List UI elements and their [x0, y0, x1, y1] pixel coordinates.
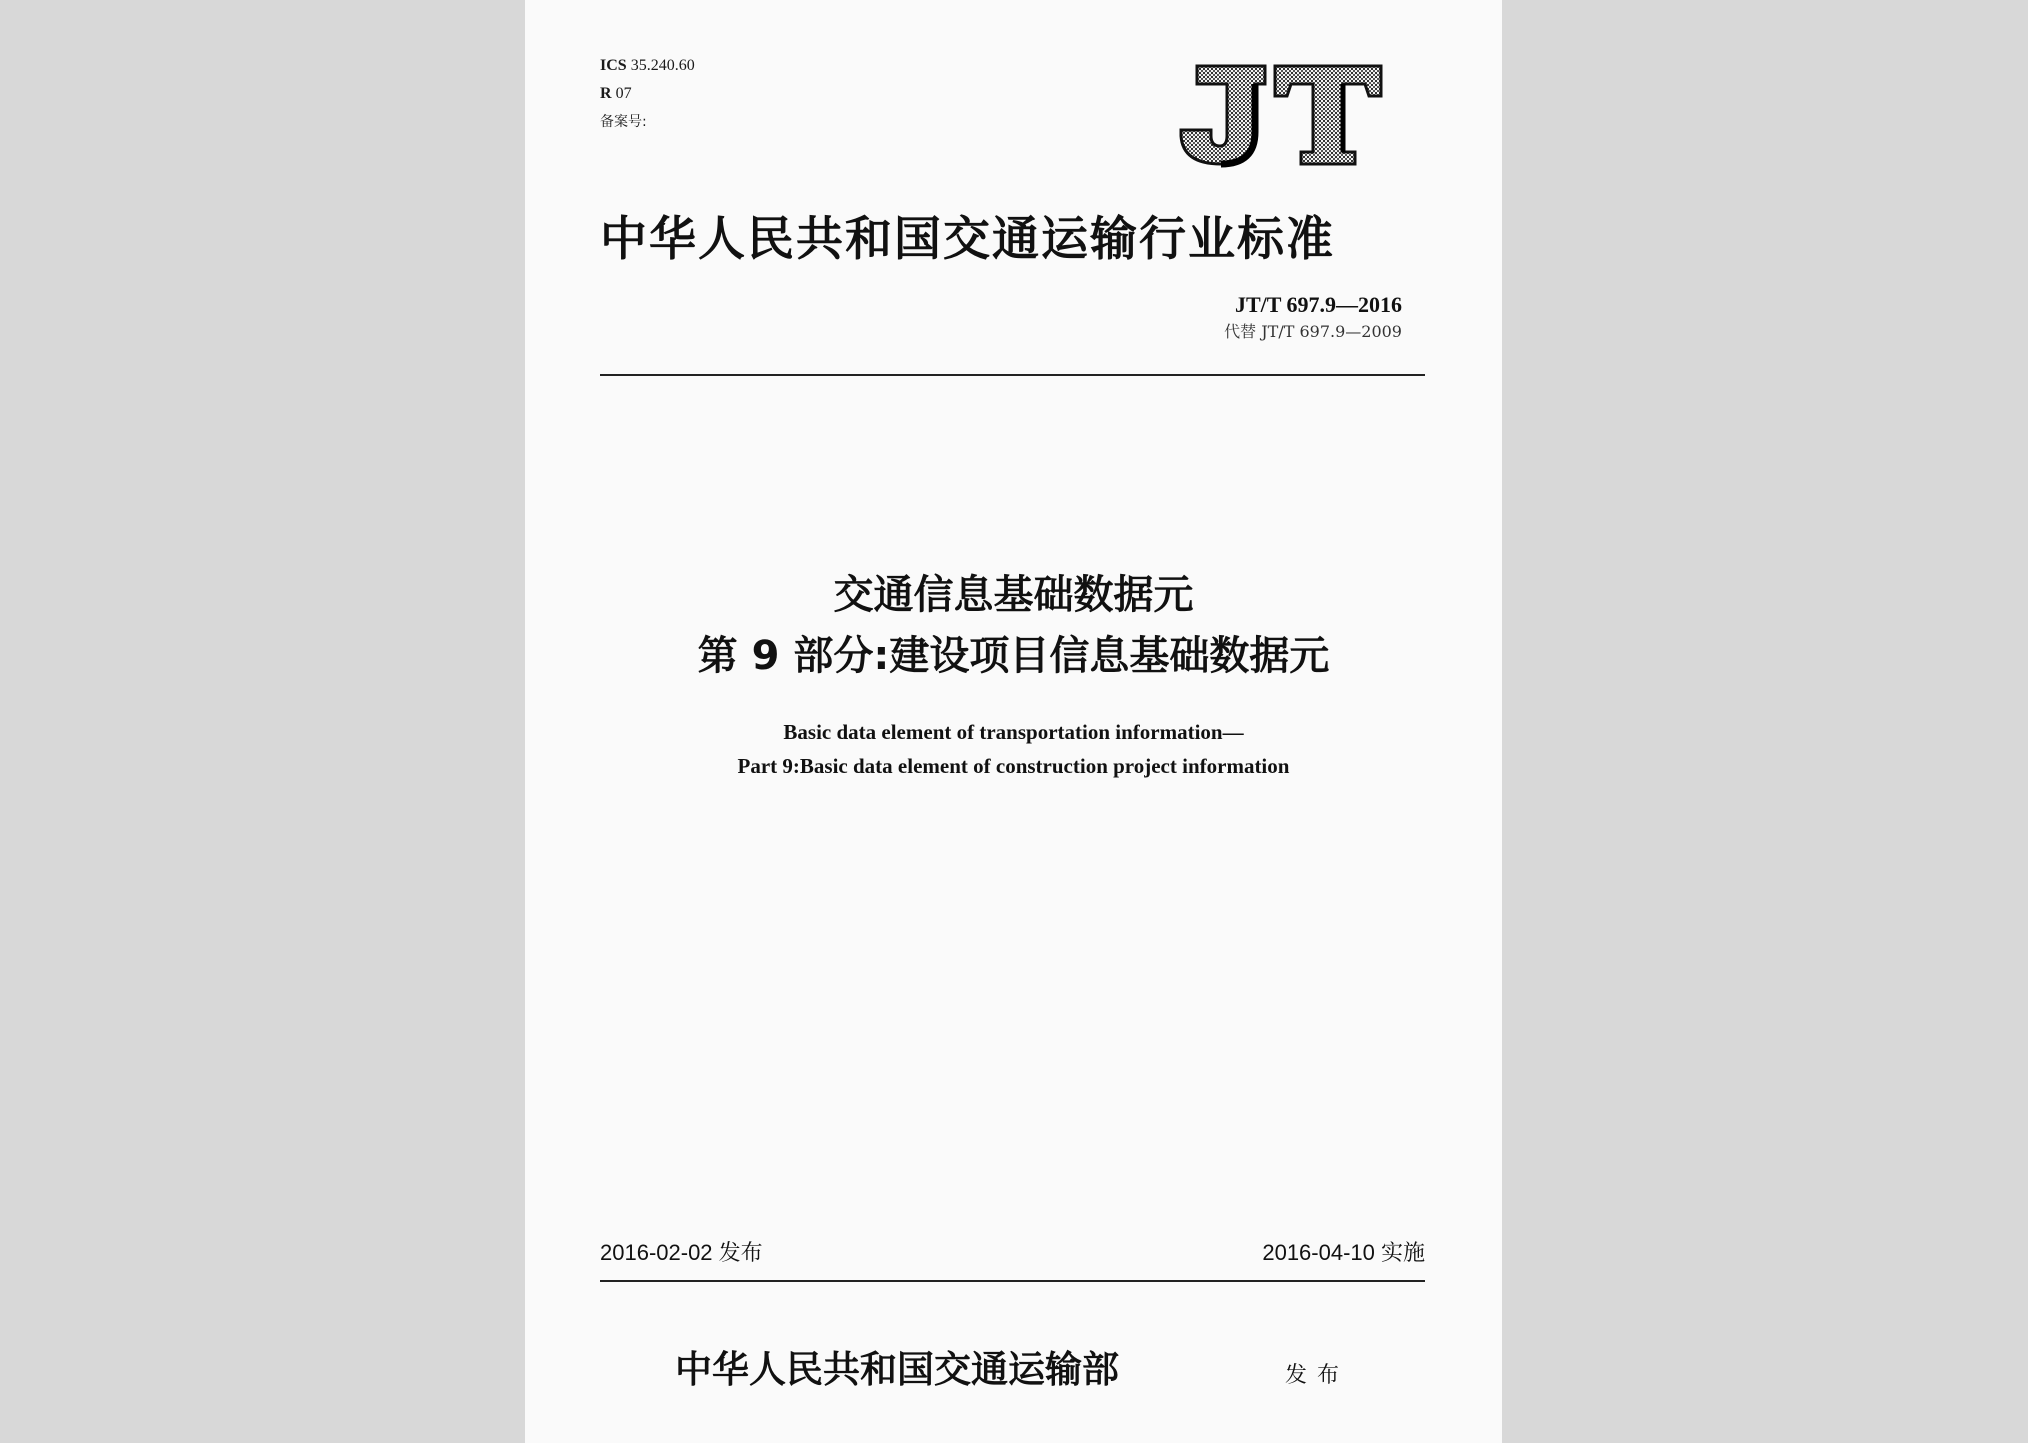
ccs-line: [600, 80, 695, 108]
footer-divider: [600, 1280, 1425, 1282]
classification-codes: [600, 52, 695, 136]
ccs-code: 07: [615, 85, 632, 102]
ics-label: ICS: [600, 57, 627, 74]
industry-standard-title: 中华人民共和国交通运输行业标准: [600, 212, 1335, 267]
document-title-cn-line2: 第 9 部分:建设项目信息基础数据元: [697, 633, 1330, 679]
publisher-name: 中华人民共和国交通运输部: [675, 1347, 1119, 1391]
publish-label: 发布: [1285, 1363, 1350, 1388]
filing-number-label: 备案号:: [600, 114, 647, 130]
jt-logo: [1175, 60, 1387, 170]
issue-date: 2016-02-02 发布: [600, 1240, 763, 1265]
ics-line: [600, 52, 695, 80]
replaces-standard: 代替 JT/T 697.9—2009: [1224, 322, 1402, 341]
header-divider: [600, 374, 1425, 376]
document-title-cn-line1: 交通信息基础数据元: [833, 572, 1194, 618]
document-title-en-line2: Part 9:Basic data element of construction project information: [737, 754, 1290, 778]
document-page: [525, 0, 1502, 1443]
ics-code: 35.240.60: [630, 57, 695, 74]
standard-number-block: [1224, 290, 1402, 344]
standard-number: JT/T 697.9—2016: [1234, 292, 1402, 317]
document-title-en-line1: Basic data element of transportation information—: [783, 720, 1244, 744]
implementation-date: 2016-04-10 实施: [1262, 1240, 1425, 1265]
ccs-label: R: [600, 85, 612, 102]
